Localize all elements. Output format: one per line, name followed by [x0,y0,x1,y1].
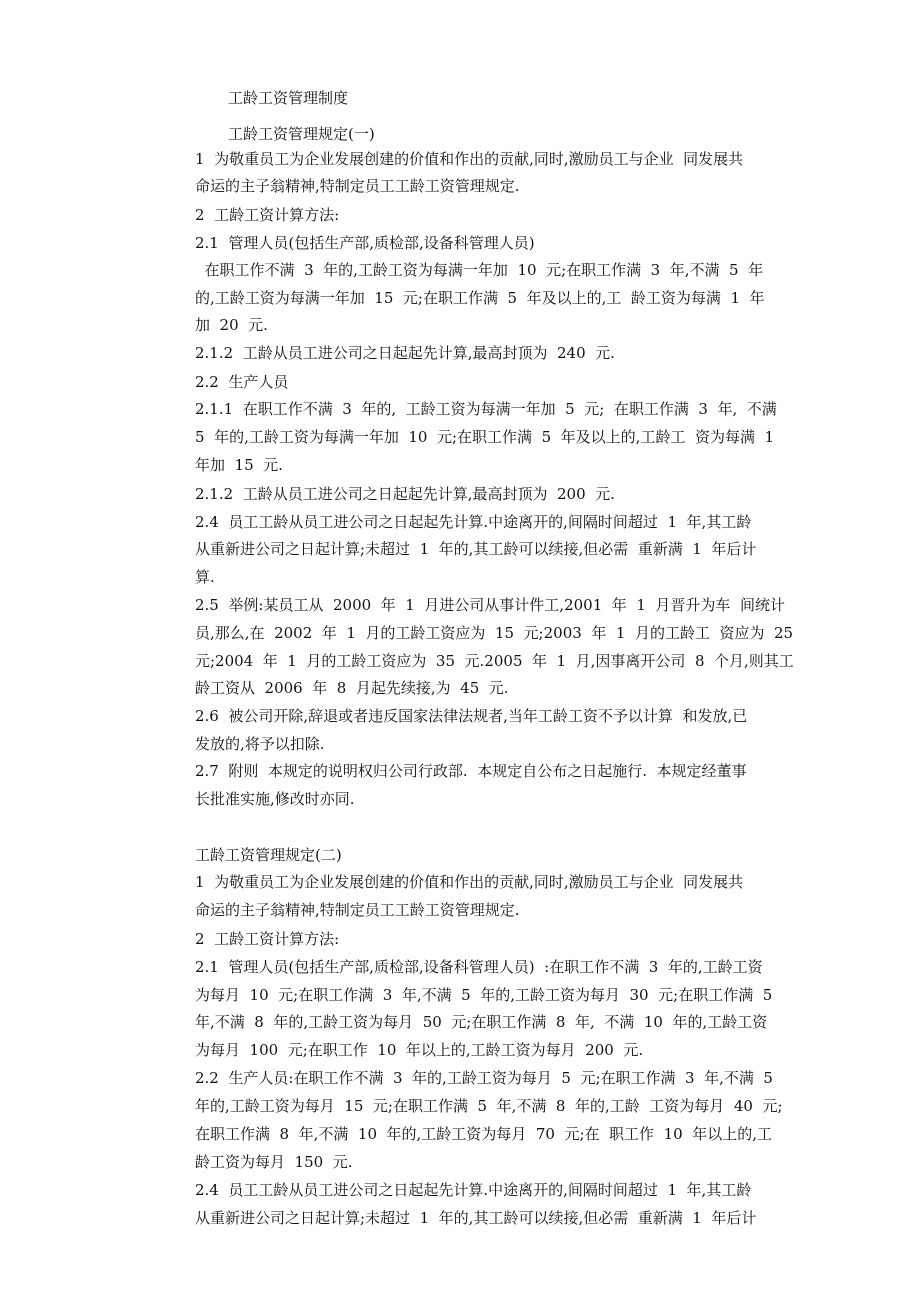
paragraph-line: 员,那么,在 2002 年 1 月的工龄工资应为 15 元;2003 年 1 月的工龄工 资应为 25 [195,624,794,642]
document-title: 工龄工资管理制度 [228,89,349,107]
paragraph-line: 为每月 10 元;在职工作满 3 年,不满 5 年的,工龄工资为每月 30 元;在职工作满 5 [195,986,773,1004]
paragraph-line: 算. [195,568,215,586]
paragraph-line: 2.4 员工工龄从员工进公司之日起起先计算.中途离开的,间隔时间超过 1 年,其工龄 [195,1181,752,1199]
paragraph-line: 2.1.1 在职工作不满 3 年的, 工龄工资为每满一年加 5 元; 在职工作满 3 年, 不满 [195,400,777,418]
paragraph-line: 龄工资从 2006 年 8 月起先续接,为 45 元. [195,679,509,697]
paragraph-line: 2.5 举例:某员工从 2000 年 1 月进公司从事计件工,2001 年 1 月晋升为车 间统计 [195,596,785,614]
paragraph-line: 为每月 100 元;在职工作 10 年以上的,工龄工资为每月 200 元. [195,1041,644,1059]
paragraph-line: 从重新进公司之日起计算;未超过 1 年的,其工龄可以续接,但必需 重新满 1 年后计 [195,1209,757,1227]
paragraph-line: 命运的主子翁精神,特制定员工工龄工资管理规定. [195,901,520,919]
paragraph-line: 2.2 生产人员:在职工作不满 3 年的,工龄工资为每月 5 元;在职工作满 3 年,不满 5 [195,1069,773,1087]
paragraph-line: 2.1.2 工龄从员工进公司之日起起先计算,最高封顶为 200 元. [195,485,615,503]
paragraph-line: 发放的,将予以扣除. [195,735,325,753]
paragraph-line: 年的,工龄工资为每月 15 元;在职工作满 5 年,不满 8 年的,工龄 工资为每月 40 元; [195,1097,783,1115]
paragraph-line: 2.2 生产人员 [195,373,289,391]
paragraph-line: 命运的主子翁精神,特制定员工工龄工资管理规定. [195,177,520,195]
paragraph-line: 2.4 员工工龄从员工进公司之日起起先计算.中途离开的,间隔时间超过 1 年,其工龄 [195,513,752,531]
paragraph-line: 2.1 管理人员(包括生产部,质检部,设备科管理人员) [195,234,535,252]
paragraph-line: 的,工龄工资为每满一年加 15 元;在职工作满 5 年及以上的,工 龄工资为每满 1 年 [195,289,765,307]
paragraph-line: 龄工资为每月 150 元. [195,1153,353,1171]
section-heading: 工龄工资管理规定(二) [195,846,342,864]
paragraph-line: 在职工作不满 3 年的,工龄工资为每满一年加 10 元;在职工作满 3 年,不满 5 年 [195,261,764,279]
paragraph-line: 年,不满 8 年的,工龄工资为每月 50 元;在职工作满 8 年, 不满 10 年的,工龄工资 [195,1013,768,1031]
paragraph-line: 2.6 被公司开除,辞退或者违反国家法律法规者,当年工龄工资不予以计算 和发放,已 [195,707,748,725]
paragraph-line: 年加 15 元. [195,456,283,474]
paragraph-line: 1 为敬重员工为企业发展创建的价值和作出的贡献,同时,激励员工与企业 同发展共 [195,873,744,891]
paragraph-line: 2.7 附则 本规定的说明权归公司行政部. 本规定自公布之日起施行. 本规定经董事 [195,762,747,780]
paragraph-line: 元;2004 年 1 月的工龄工资应为 35 元.2005 年 1 月,因事离开公司 8 个月,则其工 [195,652,794,670]
paragraph-line: 长批准实施,修改时亦同. [195,790,355,808]
paragraph-line: 2.1 管理人员(包括生产部,质检部,设备科管理人员) :在职工作不满 3 年的,工龄工资 [195,958,763,976]
paragraph-line: 从重新进公司之日起计算;未超过 1 年的,其工龄可以续接,但必需 重新满 1 年后计 [195,540,757,558]
paragraph-line: 2.1.2 工龄从员工进公司之日起起先计算,最高封顶为 240 元. [195,344,615,362]
paragraph-line: 2 工龄工资计算方法: [195,930,340,948]
section-heading: 工龄工资管理规定(一) [228,125,375,143]
paragraph-line: 2 工龄工资计算方法: [195,206,340,224]
paragraph-line: 1 为敬重员工为企业发展创建的价值和作出的贡献,同时,激励员工与企业 同发展共 [195,150,744,168]
paragraph-line: 5 年的,工龄工资为每满一年加 10 元;在职工作满 5 年及以上的,工龄工 资为每满 1 [195,428,775,446]
paragraph-line: 在职工作满 8 年,不满 10 年的,工龄工资为每月 70 元;在 职工作 10 年以上的,工 [195,1125,772,1143]
paragraph-line: 加 20 元. [195,316,268,334]
